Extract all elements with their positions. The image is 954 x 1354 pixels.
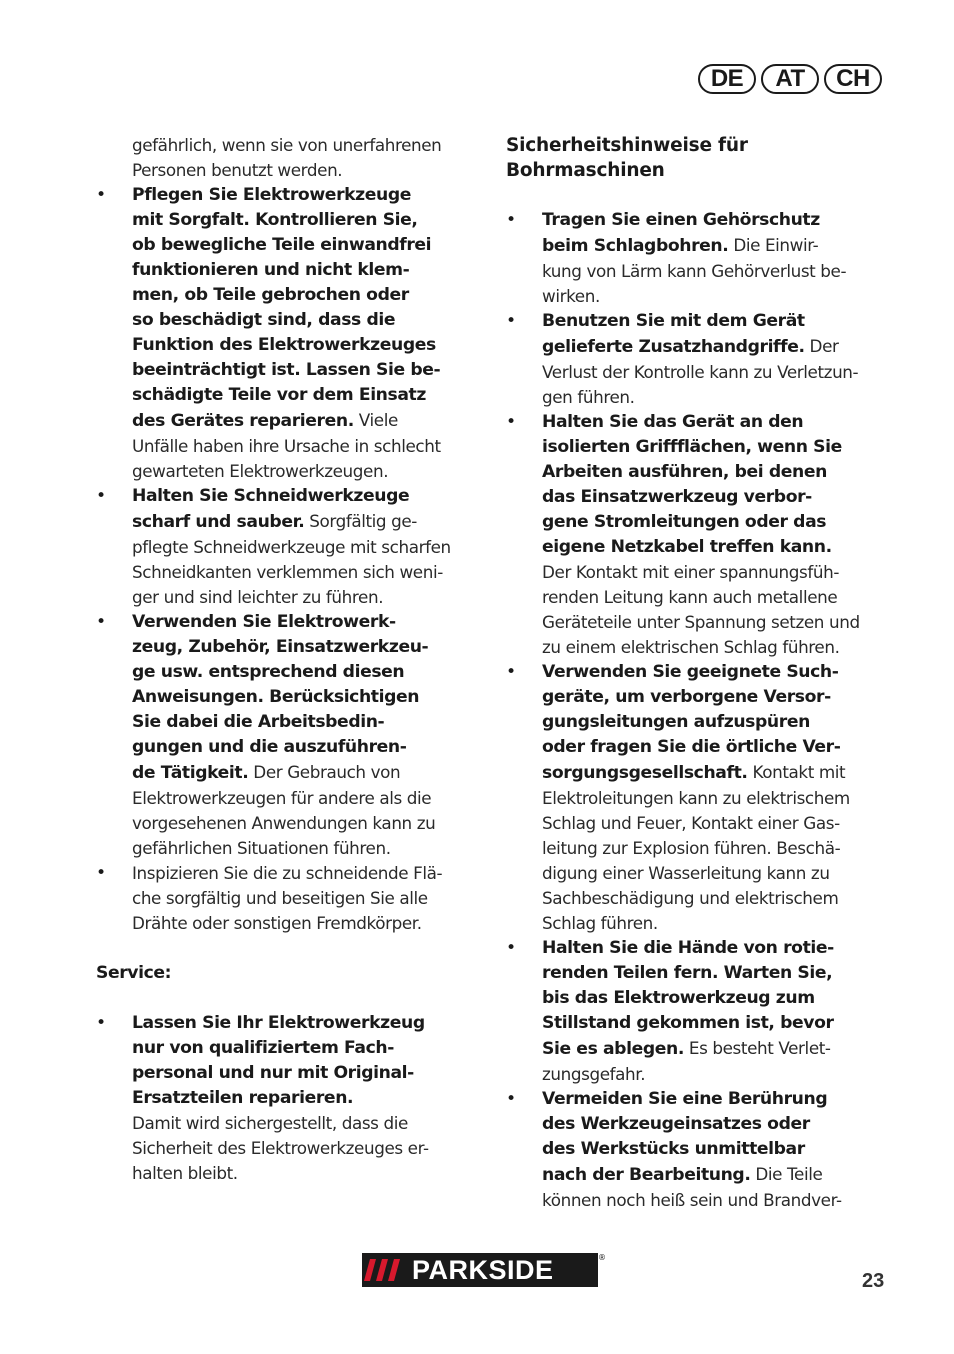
list-item-line: [132, 735, 486, 760]
list-item-line: [132, 308, 486, 333]
bold-text: nur von qualifiziertem Fach-: [132, 1038, 394, 1058]
list-item-line: [542, 986, 896, 1011]
page-number: 23: [862, 1270, 885, 1292]
list-item-line: [542, 961, 896, 986]
list-item-line: [542, 208, 896, 233]
bold-text: gelieferte Zusatzhandgriffe.: [542, 337, 805, 357]
bold-text: beeinträchtigt ist. Lassen Sie be-: [132, 360, 441, 380]
list-item-line: che sorgfältig und beseitigen Sie alle: [132, 888, 428, 908]
list-item-line: Elektrowerkzeugen für andere als die: [132, 788, 432, 808]
bold-text: Anweisungen. Berücksichtigen: [132, 687, 420, 707]
list-item: [96, 1011, 486, 1186]
list-item-line: [132, 484, 486, 509]
list-item: [506, 936, 896, 1087]
parkside-logo: [362, 1253, 606, 1287]
bold-text: des Gerätes reparieren.: [132, 411, 354, 431]
bold-text: eigene Netzkabel treffen kann.: [542, 537, 832, 557]
list-item-line: [542, 1137, 896, 1162]
list-item-line: [542, 535, 896, 560]
left-column: [96, 133, 486, 1186]
list-item-line: wirken.: [542, 286, 600, 306]
list-item-line: [542, 309, 896, 334]
bold-text: isolierten Griffflächen, wenn Sie: [542, 437, 842, 457]
list-item-line: [132, 258, 486, 283]
list-item-line: Drähte oder sonstigen Fremdkörper.: [132, 913, 422, 933]
bold-text: schädigte Teile vor dem Einsatz: [132, 385, 426, 405]
normal-text: Viele: [353, 410, 398, 430]
list-item-line: [132, 208, 486, 233]
bold-text: geräte, um verborgene Versor-: [542, 687, 831, 707]
list-item-line: gewarteten Elektrowerkzeugen.: [132, 461, 389, 481]
list-item-line: [132, 358, 486, 383]
list-item-line: leitung zur Explosion führen. Beschä-: [542, 838, 841, 858]
bullet-marker: •: [96, 486, 106, 506]
list-item-line: digung einer Wasserleitung kann zu: [542, 863, 830, 883]
list-item-line: [132, 333, 486, 358]
bold-text: funktionieren und nicht klem-: [132, 260, 410, 280]
list-item-line: gefährlichen Situationen führen.: [132, 838, 391, 858]
list-item-line: [132, 183, 486, 208]
logo-brand-text: PARKSIDE: [412, 1255, 554, 1285]
list-item-line: [542, 460, 896, 485]
list-item-line: [542, 485, 896, 510]
bold-text: Vermeiden Sie eine Berührung: [542, 1089, 828, 1109]
bold-text: sorgungsgesellschaft.: [542, 763, 748, 783]
list-item: [506, 660, 896, 936]
list-item-line: [542, 1011, 896, 1036]
service-bullet-list: [96, 1011, 486, 1186]
bold-text: gene Stromleitungen oder das: [542, 512, 827, 532]
section-heading: [506, 133, 896, 183]
list-item-line: Schneidkanten verklemmen sich weni-: [132, 562, 443, 582]
bold-text: Stillstand gekommen ist, bevor: [542, 1013, 834, 1033]
bold-text: Lassen Sie Ihr Elektrowerkzeug: [132, 1013, 425, 1033]
list-item: [506, 208, 896, 309]
section-heading-line-1: Sicherheitshinweise für: [506, 135, 748, 156]
list-item-line: [132, 1036, 486, 1061]
right-bullet-list: [506, 208, 896, 1213]
service-heading: Service:: [96, 963, 172, 983]
bold-text: Benutzen Sie mit dem Gerät: [542, 311, 805, 331]
list-item-line: [542, 1112, 896, 1137]
list-item-line: [542, 710, 896, 735]
list-item-line: Schlag führen.: [542, 913, 658, 933]
list-item-line: Elektroleitungen kann zu elektrischem: [542, 788, 850, 808]
bold-text: Arbeiten ausführen, bei denen: [542, 462, 827, 482]
list-item-line: Geräteteile unter Spannung setzen und: [542, 612, 860, 632]
list-item-line: [542, 1087, 896, 1112]
bold-text: ob bewegliche Teile einwandfrei: [132, 235, 432, 255]
list-item-line: [542, 936, 896, 961]
list-item-line: renden Leitung kann auch metallene: [542, 587, 838, 607]
list-item-line: [132, 610, 486, 635]
list-item: [96, 484, 486, 610]
list-item-line: [542, 1036, 896, 1062]
list-item-line: [132, 233, 486, 258]
bold-text: Halten Sie das Gerät an den: [542, 412, 804, 432]
language-badge-at: AT: [761, 64, 819, 94]
intro-continuation: [96, 133, 486, 183]
list-item-line: [132, 660, 486, 685]
bold-text: ge usw. entsprechend diesen: [132, 662, 405, 682]
bold-text: gungen und die auszuführen-: [132, 737, 407, 757]
list-item-line: gen führen.: [542, 387, 635, 407]
bullet-marker: •: [506, 311, 516, 331]
bold-text: Sie dabei die Arbeitsbedin-: [132, 712, 385, 732]
list-item-line: [132, 685, 486, 710]
bullet-marker: •: [506, 938, 516, 958]
normal-text: Die Teile: [750, 1164, 823, 1184]
bullet-marker: •: [506, 1089, 516, 1109]
normal-text: Sorgfältig ge-: [304, 511, 417, 531]
list-item-line: [132, 1086, 486, 1111]
list-item-line: [132, 1011, 486, 1036]
bold-text: bis das Elektrowerkzeug zum: [542, 988, 815, 1008]
list-item-line: Damit wird sichergestellt, dass die: [132, 1113, 408, 1133]
list-item-line: zungsgefahr.: [542, 1064, 646, 1084]
list-item-line: vorgesehenen Anwendungen kann zu: [132, 813, 436, 833]
bold-text: scharf und sauber.: [132, 512, 305, 532]
list-item-line: [542, 510, 896, 535]
bold-text: so beschädigt sind, dass die: [132, 310, 396, 330]
language-badges: [698, 64, 882, 94]
list-item: [96, 183, 486, 484]
list-item-line: [542, 660, 896, 685]
list-item-line: [542, 760, 896, 786]
bold-text: Ersatzteilen reparieren.: [132, 1088, 354, 1108]
bullet-marker: •: [506, 210, 516, 230]
list-item-line: zu einem elektrischen Schlag führen.: [542, 637, 840, 657]
normal-text: Es besteht Verlet-: [683, 1038, 831, 1058]
list-item-line: [542, 233, 896, 259]
bold-text: Sie es ablegen.: [542, 1039, 684, 1059]
list-item-line: pflegte Schneidwerkzeuge mit scharfen: [132, 537, 451, 557]
bold-text: beim Schlagbohren.: [542, 236, 729, 256]
registered-mark: ®: [598, 1253, 606, 1262]
list-item-line: [542, 735, 896, 760]
language-badge-de: DE: [698, 64, 756, 94]
bold-text: Tragen Sie einen Gehörschutz: [542, 210, 820, 230]
list-item-line: Inspizieren Sie die zu schneidende Flä-: [132, 863, 443, 883]
list-item-line: [132, 383, 486, 408]
bold-text: das Einsatzwerkzeug verbor-: [542, 487, 812, 507]
list-item: [506, 410, 896, 660]
list-item-line: [542, 435, 896, 460]
bold-text: Halten Sie die Hände von rotie-: [542, 938, 834, 958]
list-item-line: Sachbeschädigung und elektrischem: [542, 888, 839, 908]
right-column: [506, 133, 896, 1213]
list-item-line: Der Kontakt mit einer spannungsfüh-: [542, 562, 840, 582]
list-item: [96, 861, 486, 936]
list-item-line: Sicherheit des Elektrowerkzeuges er-: [132, 1138, 429, 1158]
bold-text: men, ob Teile gebrochen oder: [132, 285, 409, 305]
bold-text: mit Sorgfalt. Kontrollieren Sie,: [132, 210, 418, 230]
list-item-line: Verlust der Kontrolle kann zu Verletzun-: [542, 362, 859, 382]
bold-text: renden Teilen fern. Warten Sie,: [542, 963, 833, 983]
bold-text: de Tätigkeit.: [132, 763, 249, 783]
list-item-line: können noch heiß sein und Brandver-: [542, 1190, 842, 1210]
section-heading-line-2: Bohrmaschinen: [506, 160, 665, 181]
list-item-line: [132, 710, 486, 735]
list-item-line: [542, 1162, 896, 1188]
bullet-marker: •: [506, 412, 516, 432]
list-item-line: [542, 685, 896, 710]
intro-line: Personen benutzt werden.: [132, 160, 343, 180]
normal-text: Die Einwir-: [728, 235, 819, 255]
list-item-line: ger und sind leichter zu führen.: [132, 587, 384, 607]
bullet-marker: •: [96, 1013, 106, 1033]
list-item: [96, 610, 486, 861]
bold-text: Pflegen Sie Elektrowerkzeuge: [132, 185, 412, 205]
bold-text: Verwenden Sie geeignete Such-: [542, 662, 839, 682]
list-item-line: kung von Lärm kann Gehörverlust be-: [542, 261, 847, 281]
list-item: [506, 1087, 896, 1213]
bullet-marker: •: [96, 863, 106, 883]
list-item-line: [132, 635, 486, 660]
normal-text: Der: [804, 336, 839, 356]
list-item-line: [132, 408, 486, 434]
bold-text: nach der Bearbeitung.: [542, 1165, 751, 1185]
bullet-marker: •: [506, 662, 516, 682]
bold-text: Funktion des Elektrowerkzeuges: [132, 335, 436, 355]
left-bullet-list: [96, 183, 486, 936]
bold-text: gungsleitungen aufzuspüren: [542, 712, 810, 732]
bold-text: Halten Sie Schneidwerkzeuge: [132, 486, 410, 506]
list-item-line: [132, 509, 486, 535]
list-item-line: [542, 334, 896, 360]
bold-text: zeug, Zubehör, Einsatzwerkzeu-: [132, 637, 429, 657]
list-item-line: Schlag und Feuer, Kontakt einer Gas-: [542, 813, 840, 833]
normal-text: Kontakt mit: [747, 762, 846, 782]
bold-text: Verwenden Sie Elektrowerk-: [132, 612, 396, 632]
bullet-marker: •: [96, 185, 106, 205]
list-item: [506, 309, 896, 410]
logo-stripes-icon: [362, 1253, 408, 1287]
list-item-line: [132, 1061, 486, 1086]
normal-text: Der Gebrauch von: [248, 762, 401, 782]
list-item-line: [132, 760, 486, 786]
list-item-line: [542, 410, 896, 435]
bold-text: des Werkstücks unmittelbar: [542, 1139, 805, 1159]
bold-text: oder fragen Sie die örtliche Ver-: [542, 737, 841, 757]
language-badge-ch: CH: [824, 64, 882, 94]
intro-line: gefährlich, wenn sie von unerfahrenen: [132, 135, 442, 155]
list-item-line: Unfälle haben ihre Ursache in schlecht: [132, 436, 441, 456]
list-item-line: [132, 283, 486, 308]
bold-text: des Werkzeugeinsatzes oder: [542, 1114, 810, 1134]
list-item-line: halten bleibt.: [132, 1163, 238, 1183]
bullet-marker: •: [96, 612, 106, 632]
bold-text: personal und nur mit Original-: [132, 1063, 414, 1083]
